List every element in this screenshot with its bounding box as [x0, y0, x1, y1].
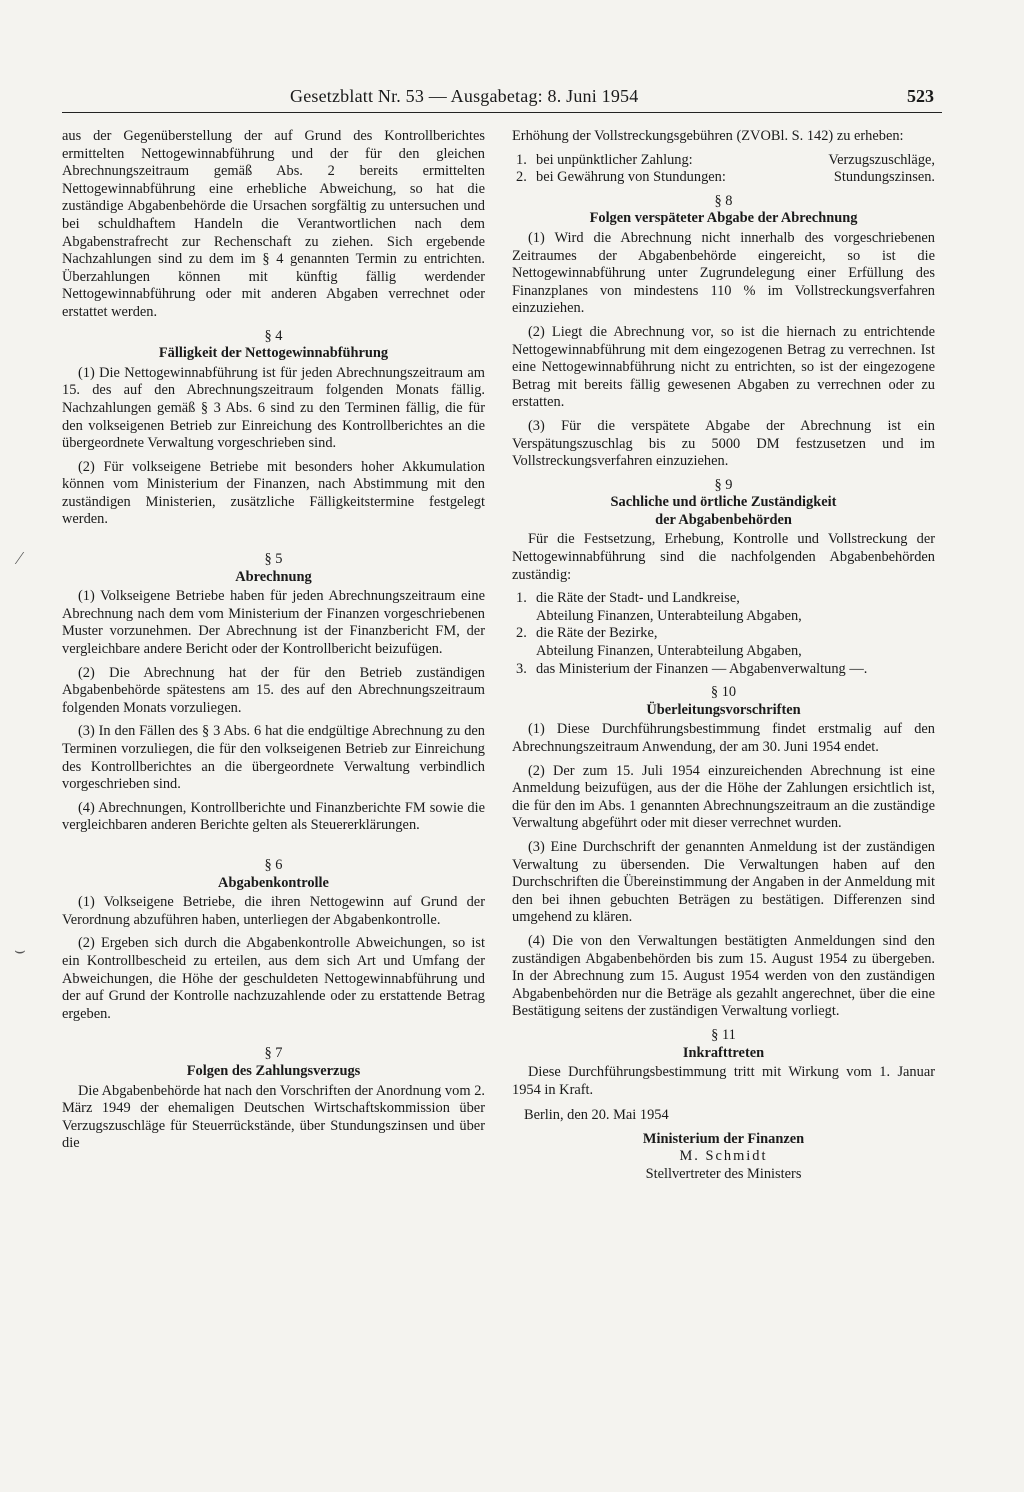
section-title: Inkrafttreten: [682, 1044, 765, 1061]
paragraph: Diese Durchführungsbestimmung tritt mit Wirkung vom 1. Januar 1954 in Kraft.: [512, 1064, 935, 1098]
paragraph: (2) Ergeben sich durch die Abgabenkontrolle Abweichungen, so ist ein Kontrollbescheid zu erteilen, aus dem sich Art und Umfang der Abweichungen, die Höhe der geschuldeten Nettogewinnabführung und der auf Grund der Kontrolle nachzuzahlende oder zu erstattende Betrag ergeben.: [62, 935, 485, 1022]
paragraph: (2) Liegt die Abrechnung vor, so ist die hiernach zu entrichtende Nettogewinnabführung mit dem eingezogenen Betrag zu verrechnen. Ist eine Nettogewinnabführung nicht zu entrichten, so ist der eingezogene Betrag mit bereits fällig gewesenen Abgaben zu verrechnen oder zu erstatten.: [512, 323, 935, 411]
section-number: § 10: [710, 684, 737, 701]
margin-mark: ⌣: [14, 940, 26, 960]
list-item: 1. bei unpünktlicher Zahlung: Verzugszuschläge,: [516, 151, 935, 168]
paragraph: (4) Die von den Verwaltungen bestätigten Anmeldungen sind den zuständigen Abgabenbehörden bis zum 15. August 1954 zu übergeben. In der Abrechnung zum 15. August 1954 werden von den zuständigen Abgabenbehörden nur die Beträge als gezahlt angerechnet, über die eine Bestätigung seitens der zuständigen Verwaltung vorliegt.: [512, 932, 935, 1020]
place-date: Berlin, den 20. Mai 1954: [524, 1107, 669, 1124]
paragraph: aus der Gegenüberstellung der auf Grund des Kontrollberichtes ermittelten Nettogewinnabführung und der für den gleichen Abrechnungszeitraum gemäß Abs. 2 bereits ermittelten Nettogewinnabführung eine erhebliche Abweichung, so hat die zuständige Abgabenbehörde die Ursachen sorgfältig zu untersuchen und bei schuldhaftem Handeln die Verantwortlichen nach dem Abgabenstrafrecht zur Rechenschaft zu ziehen. Sich ergebende Nachzahlungen sind zu dem im § 4 genannten Termin zu entrichten. Überzahlungen können mit künftig fällig werdender Nettogewinnabführung oder mit anderen Abgaben verrechnet oder erstattet werden.: [62, 128, 485, 320]
paragraph: (3) In den Fällen des § 3 Abs. 6 hat die endgültige Abrechnung zu den Terminen vorzuliegen, die für den volkseigenen Betrieb zur Einreichung des Kontrollberichtes an die übergeordnete Verwaltung verbindlich vorgeschrieben sind.: [62, 723, 485, 793]
page-header: [62, 86, 942, 113]
penalty-list: [512, 152, 935, 187]
paragraph: (1) Diese Durchführungsbestimmung findet erstmalig auf den Abrechnungszeitraum Anwendung, der am 30. Juni 1954 endet.: [512, 721, 935, 755]
signature-block: [512, 1131, 935, 1184]
margin-mark: ⁄: [18, 548, 22, 568]
section-title: Sachliche und örtliche Zuständigkeit der Abgabenbehörden: [610, 494, 837, 528]
section-title: Folgen des Zahlungsverzugs: [186, 1062, 361, 1079]
section-number: § 4: [264, 327, 283, 344]
signature-org: Ministerium der Finanzen: [642, 1130, 805, 1147]
paragraph: Erhöhung der Vollstreckungsgebühren (ZVOBl. S. 142) zu erheben:: [512, 128, 904, 144]
section-title: Folgen verspäteter Abgabe der Abrechnung: [589, 210, 858, 227]
section-title: Fälligkeit der Nettogewinnabführung: [158, 345, 389, 362]
paragraph: Die Abgabenbehörde hat nach den Vorschriften der Anordnung vom 2. März 1949 der ehemaligen Deutschen Wirtschaftskommission über Verzugszuschläge für Steuerrückstände, über Stundungszinsen und über die: [62, 1082, 485, 1152]
section-number: § 5: [264, 551, 283, 568]
section-number: § 7: [264, 1045, 283, 1062]
paragraph: (3) Eine Durchschrift der genannten Anmeldung ist der zuständigen Verwaltung zu übersenden. Die Verwaltungen haben auf den Durchschriften die Übereinstimmung der Angaben in der Anmeldung mit den bei ihnen gebuchten Beträgen zu bestätigen. Differenzen sind umgehend zu klären.: [512, 838, 935, 926]
paragraph: (1) Volkseigene Betriebe haben für jeden Abrechnungszeitraum eine Abrechnung nach dem vom Ministerium der Finanzen vorgeschriebenen Muster vorzunehmen. Der Abrechnung ist der Finanzbericht FM, der vergleichbare andere Bericht oder der Kontrollbericht beizufügen.: [62, 588, 485, 658]
paragraph: (2) Für volkseigene Betriebe mit besonders hoher Akkumulation können vom Ministerium der Finanzen, nach Abstimmung mit den zuständigen Ministerien, zusätzliche Fälligkeitstermine festgelegt werden.: [62, 458, 485, 528]
paragraph: (4) Abrechnungen, Kontrollberichte und Finanzberichte FM sowie die vergleichbaren anderen Berichte gelten als Steuererklärungen.: [62, 799, 485, 834]
section-title: Abrechnung: [235, 568, 312, 585]
paragraph: Für die Festsetzung, Erhebung, Kontrolle und Vollstreckung der Nettogewinnabführung sind die nachfolgenden Abgabenbehörden zuständig:: [512, 531, 935, 583]
paragraph: (2) Der zum 15. Juli 1954 einzureichenden Abrechnung ist eine Anmeldung beizufügen, aus der die Höhe der Zahlungen ersichtlich ist, die für den im Abs. 1 genannten Abrechnungszeitraum an die zuständige Verwaltung abgeführt oder mit dieser verrechnet wurden.: [512, 762, 935, 832]
signature-name: M. Schmidt: [679, 1148, 768, 1165]
left-column: [62, 128, 485, 1159]
section-number: § 9: [714, 476, 733, 493]
signature-role: Stellvertreter des Ministers: [645, 1166, 802, 1183]
header-title: Gesetzblatt Nr. 53 — Ausgabetag: 8. Juni 1954: [290, 86, 639, 106]
paragraph: (2) Die Abrechnung hat der für den Betrieb zuständigen Abgabenbehörde spätestens am 15. des auf den Abrechnungszeitraum folgenden Monats vorzuliegen.: [62, 664, 485, 716]
list-item: 2. bei Gewährung von Stundungen: Stundungszinsen.: [516, 169, 935, 186]
list-item: 3. das Ministerium der Finanzen — Abgabenverwaltung —.: [516, 660, 868, 677]
section-number: § 6: [264, 856, 283, 873]
paragraph: (3) Für die verspätete Abgabe der Abrechnung ist ein Verspätungszuschlag bis zu 5000 DM festzusetzen und im Vollstreckungsverfahren einzuziehen.: [512, 417, 935, 470]
section-title: Überleitungsvorschriften: [646, 701, 801, 718]
list-item: 1. die Räte der Stadt- und Landkreise, Abteilung Finanzen, Unterabteilung Abgaben,: [516, 590, 802, 624]
list-item: 2. die Räte der Bezirke, Abteilung Finanzen, Unterabteilung Abgaben,: [516, 625, 802, 660]
page-number: 523: [907, 86, 934, 106]
right-column: [512, 128, 935, 1184]
section-title: Abgabenkontrolle: [218, 874, 329, 891]
authority-list: [512, 590, 935, 678]
paragraph: (1) Die Nettogewinnabführung ist für jeden Abrechnungszeitraum am 15. des auf den Abrechnungszeitraum folgenden Monats fällig. Nachzahlungen gemäß § 3 Abs. 6 sind zu den Terminen fällig, die für den volkseigenen Betrieb zur Einreichung des Kontrollberichtes an die übergeordnete Verwaltung vorgeschrieben sind.: [62, 364, 485, 452]
section-number: § 11: [711, 1026, 736, 1043]
paragraph: (1) Volkseigene Betriebe, die ihren Nettogewinn auf Grund der Verordnung abzuführen haben, unterliegen der Abgabenkontrolle.: [62, 894, 485, 928]
paragraph: (1) Wird die Abrechnung nicht innerhalb des vorgeschriebenen Zeitraumes der Abgabenbehörde eingereicht, so ist die Nettogewinnabführung unter Zugrundelegung einer Erfüllung des Finanzplanes von mindestens 110 % im Vollstreckungsverfahren einzuziehen.: [512, 229, 935, 317]
section-number: § 8: [714, 192, 733, 209]
